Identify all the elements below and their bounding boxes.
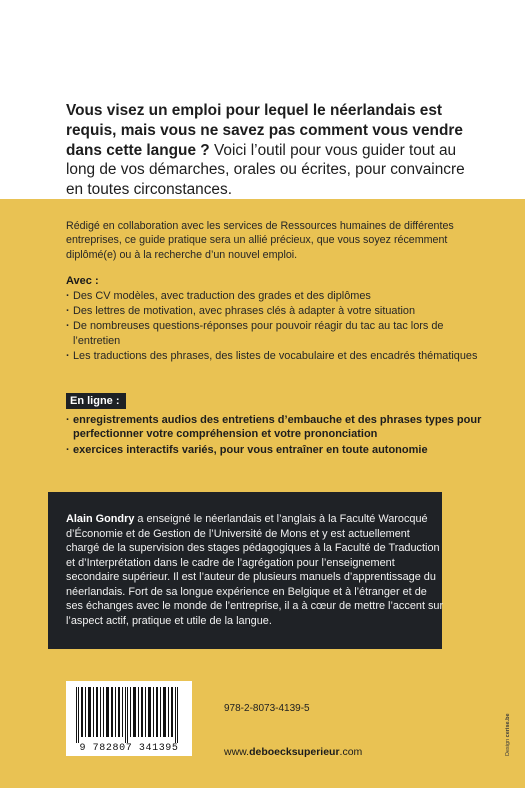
website-prefix: www. xyxy=(224,746,250,758)
barcode-bars xyxy=(74,687,184,743)
intro-text xyxy=(66,101,486,200)
author-bio xyxy=(48,492,446,628)
design-credit-name: cerise.be xyxy=(505,713,511,738)
author-bio-text: a enseigné le néerlandais et l’anglais à la Faculté Warocqué d’Économie et de Gestion de l’Université de Mons et y est actuellement chargé de la supervision des stages pédagogiques à la Faculté de Traduction et d’Interprétation dans le cadre de l’agrégation pour l’enseignement secondaire supérieur. Il est l’auteur de plusieurs manuels d’apprentissage du néerlandais. Fort de sa longue expérience en Belgique et à l’étranger et de ses échanges avec le monde de l’entreprise, il a à cœur de mettre l’accent sur l’aspect actif, pratique et utile de la langue. xyxy=(66,513,444,627)
list-item: · enregistrements audios des entretiens d’embauche et des phrases types pour perfectionner votre compréhension et votre prononciation xyxy=(66,413,486,442)
publisher-website[interactable] xyxy=(224,746,362,758)
avec-heading: Avec : xyxy=(66,275,99,287)
design-credit xyxy=(505,676,511,756)
en-ligne-list xyxy=(66,413,486,458)
barcode-digits: 9 782807 341395 xyxy=(79,743,179,754)
list-item: · Les traductions des phrases, des listes de vocabulaire et des encadrés thématiques xyxy=(66,349,486,363)
design-credit-prefix: Design xyxy=(505,737,511,756)
author-bio-box xyxy=(48,492,442,649)
lead-paragraph: Rédigé en collaboration avec les services de Ressources humaines de différentes entreprises, ce guide pratique sera un allié précieux, que vous soyez récemment diplômé(e) ou à la recherche d’un nouvel emploi. xyxy=(66,220,454,261)
intro-bold: Vous visez un emploi pour lequel le néerlandais est requis, mais vous ne savez pas comment vous vendre dans cette langue ? xyxy=(66,102,463,159)
website-domain: deboecksuperieur xyxy=(249,746,340,758)
author-name: Alain Gondry xyxy=(66,513,135,525)
en-ligne-badge: En ligne : xyxy=(66,393,126,409)
isbn: 978-2-8073-4139-5 xyxy=(224,703,310,714)
barcode xyxy=(66,681,192,756)
list-item: · De nombreuses questions-réponses pour pouvoir réagir du tac au tac lors de l’entretien xyxy=(66,319,486,347)
list-item: · Des CV modèles, avec traduction des grades et des diplômes xyxy=(66,289,486,303)
list-item: · Des lettres de motivation, avec phrases clés à adapter à votre situation xyxy=(66,304,486,318)
list-item: · exercices interactifs variés, pour vous entraîner en toute autonomie xyxy=(66,443,486,457)
website-suffix: .com xyxy=(339,746,363,758)
intro-regular: Voici l’outil pour vous guider tout au long de vos démarches, orales ou écrites, pour convaincre en toutes circonstances. xyxy=(66,141,465,199)
avec-list xyxy=(66,289,486,364)
intro-panel xyxy=(0,0,525,199)
